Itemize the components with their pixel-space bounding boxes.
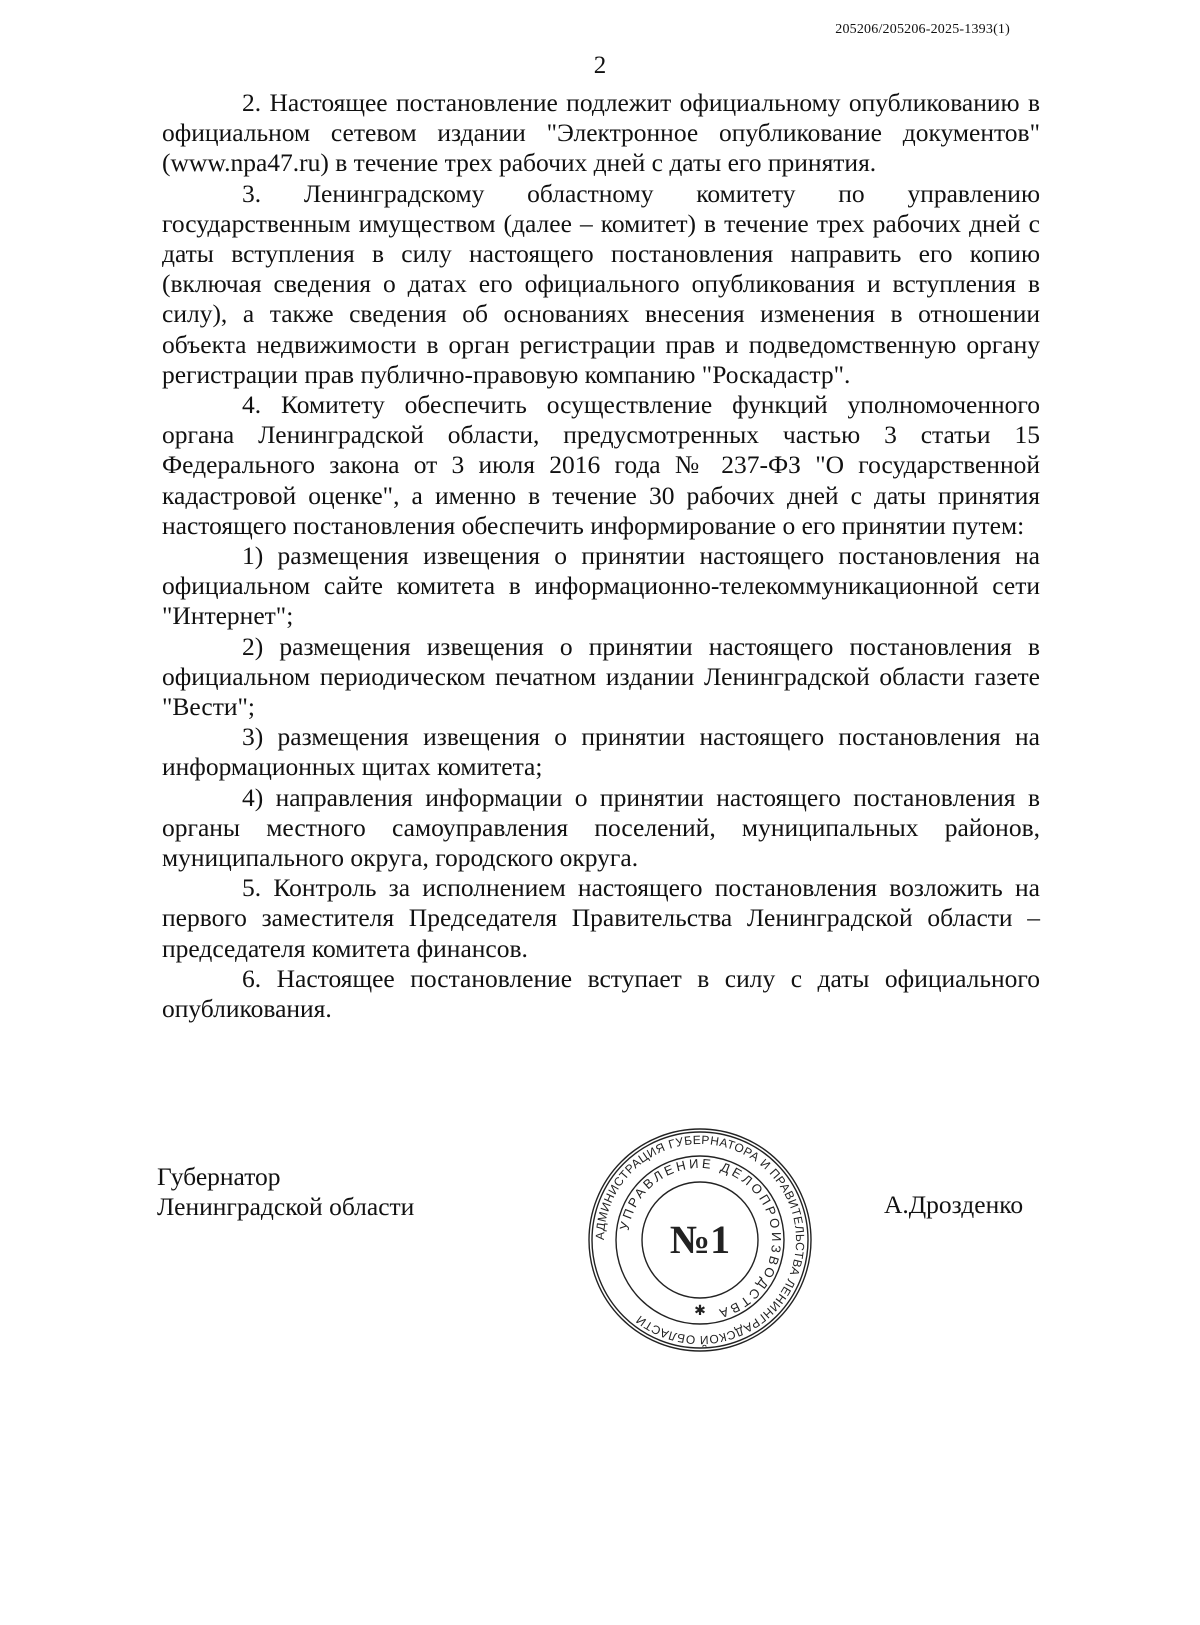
stamp-star-icon: ✱ [694,1304,706,1319]
page-number: 2 [593,52,607,79]
subitem-4: 4) направления информации о принятии настоящего постановления в органы местного самоуправления поселений, муниципальных районов, муниципального округа, городского округа. [162,782,1040,873]
paragraph-4: 4. Комитету обеспечить осуществление функций уполномоченного органа Ленинградской области, предусмотренных частью 3 статьи 15 Федерального закона от 3 июля 2016 года № 237-ФЗ "О государственной кадастровой оценке", а именно в течение 30 рабочих дней с даты принятия настоящего постановления обеспечить информирование о его принятии путем: [162,390,1040,540]
subitem-3: 3) размещения извещения о принятии настоящего постановления на информационных щитах комитета; [162,722,1040,782]
signatory-position [157,1162,414,1222]
paragraph-2: 2. Настоящее постановление подлежит официальному опубликованию в официальном сетевом издании "Электронное опубликование документов" (www.npa47.ru) в течение трех рабочих дней с даты его принятия. [162,88,1040,178]
paragraph-3: 3. Ленинградскому областному комитету по управлению государственным имуществом (далее – комитет) в течение трех рабочих дней с даты вступления в силу настоящего постановления направить его копию (включая сведения о датах его официального опубликования и вступления в силу), а также сведения об основаниях внесения изменения в отношении объекта недвижимости в орган регистрации прав и подведомственную органу регистрации прав публично-правовую компанию "Роскадастр". [162,178,1040,389]
document-body [162,88,1040,1024]
subitem-1: 1) размещения извещения о принятии настоящего постановления на официальном сайте комитета в информационно-телекоммуникационной сети "Интернет"; [162,541,1040,631]
position-line-2: Ленинградской области [157,1192,415,1222]
stamp-outer-text: АДМИНИСТРАЦИЯ ГУБЕРНАТОРА И ПРАВИТЕЛЬСТВА ЛЕНИНГРАДСКОЙ ОБЛАСТИ [592,1132,808,1348]
official-stamp [585,1125,815,1355]
position-line-1: Губернатор [157,1162,281,1191]
stamp-inner-text: УПРАВЛЕНИЕ ДЕЛОПРОИЗВОДСТВА [616,1155,785,1322]
signatory-name: А.Дрозденко [884,1190,1024,1219]
paragraph-5: 5. Контроль за исполнением настоящего постановления возложить на первого заместителя Председателя Правительства Ленинградской области – председателя комитета финансов. [162,873,1040,963]
subitem-2: 2) размещения извещения о принятии настоящего постановления в официальном периодическом печатном издании Ленинградской области газете "Вести"; [162,631,1040,722]
document-id: 205206/205206-2025-1393(1) [835,22,1010,37]
stamp-number: №1 [669,1217,731,1262]
paragraph-6: 6. Настоящее постановление вступает в силу с даты официального опубликования. [162,963,1040,1024]
